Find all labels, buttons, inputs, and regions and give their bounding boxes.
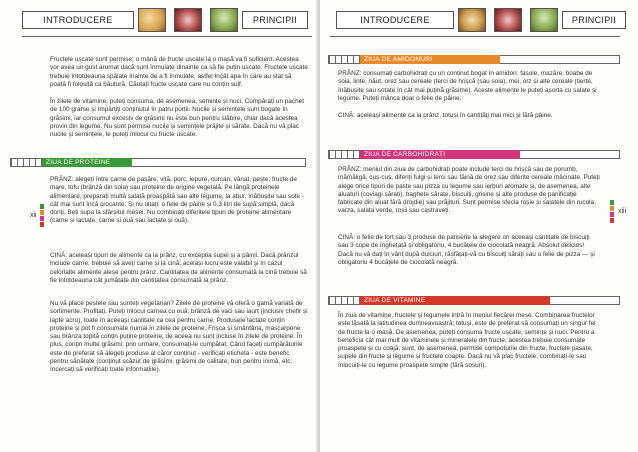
food-illustration-icon — [494, 8, 522, 32]
left-page — [0, 0, 318, 452]
paragraph: CINĂ: o felie de tort sau 3 produse de patiserie la alegere ori aceeași cantitate de biscuiți sau 3 cupe de înghețată și obligatoriu, 4 bucățele de ciocolată neagră. Absolut delicios! Dacă nu vă dați în vânt după dulciuri, răsfățați-vă cu biscuiți sărați sau o felie de pizza — și obligatoriu 4 bucățele de ciocolată neagră. — [338, 234, 595, 266]
grid-decoration — [328, 150, 360, 159]
paragraph: În zilele de vitamine, puteți consuma, de asemenea, semințe și nuci. Cumpărați un pachet de 100 grame și împărțiți conținutul în patru porții. Nucile și semințele sunt bogate în grăsimi, iar consumul excesiv de grăsimi nu este bun pentru slăbire, chiar dacă acestea provin din legume. Nu sunt permise nucile și semințele prăjite și sărate. Dacă nu vă plac nucile și semințele, le puteți înlocui cu fructe uscate. — [50, 98, 304, 139]
section-header-vitamine — [328, 296, 620, 305]
grid-decoration — [328, 296, 360, 305]
tab-introducere[interactable]: INTRODUCERE — [22, 11, 134, 29]
food-illustration-icon — [210, 8, 238, 32]
section-header-amidonuri — [328, 55, 620, 64]
paragraph: PRÂNZ: alegeți între carne de pasăre, vită, porc, iepure, curcan, vânat, pește, fructe de mare, tofu (brânză din soia) sau proteine de origine vegetală. Pe lângă proteinele alimentare, preparați multă salată proaspătă sau alte legume, la abur, înăbușite sau sote - cât mai sunt încă crocante. Și nu uitați: o felie de pâine și 0,3 litri de supă simplă, dacă doriți. Beți supa la sfârșitul mesei. Nu combinați diferitele tipuri de proteine alimentare (carne și lactate, carne și ouă sau lactate și ouă). — [50, 176, 304, 225]
color-key-swatch — [610, 218, 614, 223]
paragraph: PRÂNZ: consumați carbohidrați cu un conținut bogat în amidon: fasole, mazăre, boabe de soia, linte, năut, orez sau cereale (terci de hrișcă (sau soia), mei, orz și alte cereale (tierte, înăbușite sau sotate în cât mai puțină grăsime). Aceste alimente le puteți asorta cu salate și legume. Puteți mânca doar o felie de pâine. — [338, 70, 597, 102]
header-rule — [330, 36, 620, 37]
paragraph: Fructele uscate sunt permise; o mână de fructe uscate la o masă va fi suficient. Acestea vor avea un gust aromat dacă sunt înmuiate dinainte ca să fie puțin uscate. Fructele uscate trebuie întotdeauna spălate înainte de a fi înmuiate, astfel încât apa în care au stat să poată fi folosită ca băutură. Căutați fructe uscate care nu conțin sulf. — [50, 56, 308, 88]
food-illustration-icon — [138, 8, 166, 32]
color-key-swatch — [40, 222, 44, 227]
section-rule — [520, 150, 620, 159]
color-key-swatch — [610, 212, 614, 217]
paragraph: Nu vă place peștele sau sunteți vegetarian? Zilele de proteine vă oferă o gamă variată de sortimente. Profitați. Puteți înlocui carnea cu ouă, brânză de vaci sau iaurt (inclusiv chefir și lapte acru), toate în aceeași cantitate ca cea pentru carne. Produsele lactate conțin proteine și pot fi consumate numai în zilele de proteine. Frișca și smântâna, mascarpone sau brânza topită conțin puține proteine, de aceea nu sunt incluse în zilele de proteine. În plus, conțin multe grăsimi; prin urmare, consumați-le cumpătat. Când faceți cumpărăturile este de preferat să alegeți produse al căror conținut - verificați eticheta - este benefic pentru sănătate (conținut scăzut de grăsimi, grăsimi de calitate, bun pentru inimă, etc; încercați să verificați toate informațiile). — [50, 300, 308, 374]
right-page — [320, 0, 638, 452]
left-header — [22, 10, 308, 30]
tab-introducere[interactable]: INTRODUCERE — [336, 11, 454, 29]
grid-decoration — [328, 55, 360, 64]
section-header-proteine — [10, 158, 306, 167]
food-illustration-icon — [530, 8, 558, 32]
section-rule — [132, 158, 306, 167]
color-key-swatch — [40, 210, 44, 215]
section-rule — [500, 55, 620, 64]
food-illustration-icon — [458, 8, 486, 32]
paragraph: În ziua de vitamine, fructele și legumele intră în meniul fiecărei mese. Combinarea fructelor este lăsată la latitudinea dumneavoastră; totuși, este de preferat să consumați un singur fel de fructe la o masă. De asemenea, puteți consuma fructe uscate, semințe și nuci. Pentru a beneficia cât mai mult de vitaminele și mineralele din fructe, acestea trebuie consumate proaspete și cu coajă; sunt, de asemenea, permise compoturile din fructe, fructele pasate, supele din fructe și legume și fructele coapte. Dacă nu vă plac fructele, combinați-le sau înlocuiți-le cu legume proaspete simple (fără sosuri). — [338, 312, 596, 369]
paragraph: CINĂ: aceleași tipuri de alimente ca la prânz, cu excepția supei și a pâinii. Dacă prânzul include carne, trebuie să aveți carne și la cină; același lucru este valabil și în cazul celorlalte alimente alese pentru prânz. Cantitatea de alimente consumată la cină trebuie să fie întotdeauna cât jumătate din cantitatea consumată la prânz. — [50, 252, 307, 284]
page-number: xii — [30, 212, 37, 219]
section-label: ZIUA DE AMIDONURI — [360, 55, 500, 64]
tab-principii[interactable]: PRINCIPII — [562, 11, 626, 29]
section-rule — [550, 296, 620, 305]
right-header — [336, 10, 626, 30]
section-label: ZIUA DE PROTEINE — [42, 158, 132, 167]
grid-decoration — [10, 158, 42, 167]
section-label: ZIUA DE VITAMINE — [360, 296, 550, 305]
color-key-swatch — [610, 206, 614, 211]
paragraph: CINĂ: aceleași alimente ca la prânz, totuși în cantități mai mici și fără pâine. — [338, 112, 553, 119]
page-number: xiii — [618, 208, 627, 215]
color-key-swatch — [610, 200, 614, 205]
section-label: ZIUA DE CARBOHIDRAȚI — [360, 150, 520, 159]
food-illustration-icon — [174, 8, 202, 32]
header-rule — [22, 36, 312, 37]
paragraph: PRÂNZ: meniul din ziua de carbohidrați poate include terci de hrișcă sau de porumb, mămăligă, cuș-cuș, diferiți fulgi și terci sau făină de orez sau diferite cereale măcinate. Puteți alege orice tipuri de paste sau pizza cu legume sau ierburi aromate și, de asemenea, alte aluaturi (coviagi sărați), baghete sărate, biscuiți, grisine și alte produse de panificație fabricate din aluat fără drojdie) sau prăjituri. Sunt permise sfecla roșie și salatele din rucola, varza, salata verde, roșii sau castraveți. — [338, 166, 600, 215]
tab-principii[interactable]: PRINCIPII — [242, 11, 308, 29]
color-key-swatch — [40, 204, 44, 209]
color-key-swatch — [40, 216, 44, 221]
section-header-carbohidrati — [328, 150, 620, 159]
